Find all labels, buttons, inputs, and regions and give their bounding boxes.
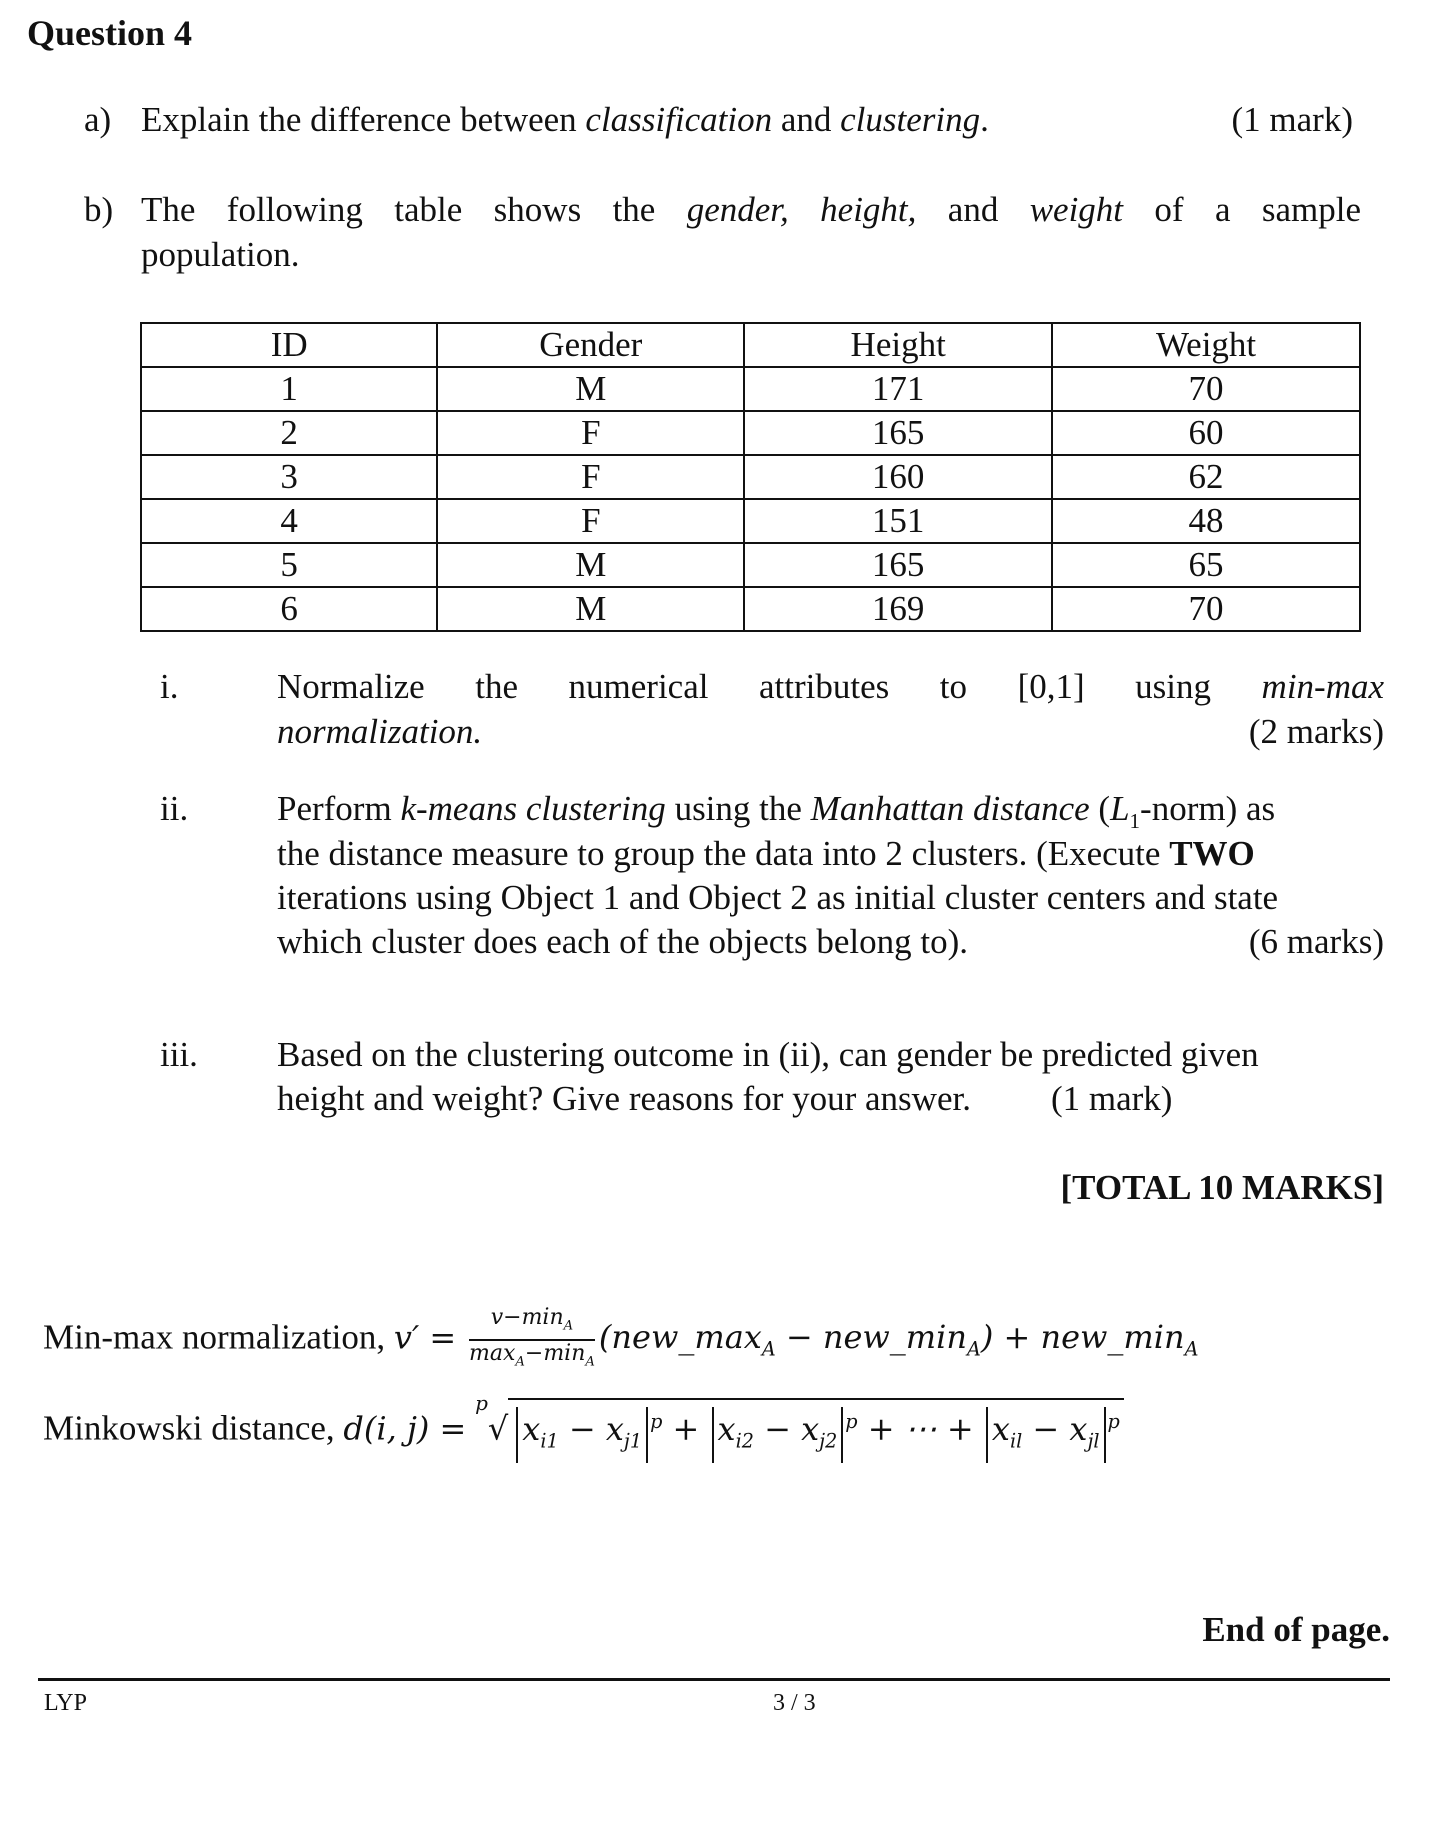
power: p bbox=[1107, 1410, 1120, 1433]
text: the distance measure to group the data into 2 clusters. (Execute bbox=[277, 834, 1170, 873]
sub-ii-line4 bbox=[277, 920, 1384, 964]
cell-height: 171 bbox=[744, 367, 1052, 411]
subscript: A bbox=[515, 1354, 525, 1370]
word: Normalize bbox=[277, 667, 425, 706]
text: Perform bbox=[277, 789, 401, 828]
table-row bbox=[141, 367, 1360, 411]
sub-i-line2 bbox=[277, 710, 1384, 754]
formula-rest bbox=[598, 1318, 1199, 1361]
part-b-label: b) bbox=[84, 190, 114, 229]
word: attributes bbox=[759, 667, 890, 706]
cell-weight: 62 bbox=[1052, 455, 1360, 499]
power: p bbox=[845, 1410, 858, 1433]
table-row bbox=[141, 455, 1360, 499]
formula-lhs: v′ = bbox=[393, 1318, 457, 1357]
cell-gender: F bbox=[437, 499, 744, 543]
subscript: A bbox=[585, 1354, 595, 1370]
text: x bbox=[717, 1409, 736, 1448]
cell-gender: M bbox=[437, 367, 744, 411]
text: x bbox=[605, 1409, 624, 1448]
data-table bbox=[140, 322, 1361, 632]
sub-i-label: i. bbox=[160, 667, 179, 706]
part-b-text-2: and bbox=[916, 190, 1030, 229]
cell-id: 6 bbox=[141, 587, 437, 631]
part-b-text-3: of a sample bbox=[1123, 190, 1362, 229]
fraction bbox=[469, 1305, 595, 1376]
word: [0,1] bbox=[1017, 667, 1085, 706]
denominator bbox=[469, 1341, 595, 1375]
subscript: A bbox=[761, 1337, 776, 1361]
text: + bbox=[672, 1409, 700, 1448]
cell-weight: 48 bbox=[1052, 499, 1360, 543]
formula-minmax bbox=[43, 1305, 1198, 1376]
term-min-max: min-max bbox=[1261, 667, 1385, 706]
subscript: i2 bbox=[735, 1429, 754, 1453]
cell-height: 165 bbox=[744, 543, 1052, 587]
radicand bbox=[508, 1398, 1124, 1463]
cell-gender: F bbox=[437, 455, 744, 499]
cell-gender: M bbox=[437, 543, 744, 587]
page-number: 3 / 3 bbox=[773, 1690, 816, 1716]
text: -norm) as bbox=[1140, 789, 1276, 828]
term-weight: weight bbox=[1029, 190, 1124, 229]
subscript: A bbox=[966, 1337, 981, 1361]
sub-iii-marks: (1 mark) bbox=[1050, 1079, 1173, 1118]
text: x bbox=[991, 1409, 1010, 1448]
part-b-line2: population. bbox=[141, 235, 300, 274]
subscript: A bbox=[1184, 1337, 1199, 1361]
numerator bbox=[469, 1305, 595, 1341]
term-height: height, bbox=[820, 190, 917, 229]
abs-term bbox=[712, 1407, 844, 1463]
table-row bbox=[141, 543, 1360, 587]
cell-height: 165 bbox=[744, 411, 1052, 455]
text: v−min bbox=[490, 1305, 564, 1330]
text: x bbox=[1069, 1409, 1088, 1448]
cell-height: 160 bbox=[744, 455, 1052, 499]
cell-weight: 65 bbox=[1052, 543, 1360, 587]
part-b-text-1: The following table shows the bbox=[141, 190, 687, 229]
radical-sign-icon: √ bbox=[487, 1409, 509, 1448]
sub-ii-line2 bbox=[277, 832, 1255, 876]
text: height and weight? Give reasons for your answer. bbox=[277, 1079, 971, 1118]
table-header-row bbox=[141, 323, 1360, 367]
abs-term bbox=[516, 1407, 648, 1463]
text: max bbox=[468, 1341, 516, 1367]
part-a-text-after: . bbox=[980, 100, 989, 139]
header-id: ID bbox=[141, 323, 437, 367]
word: using bbox=[1135, 667, 1212, 706]
root-index: p bbox=[475, 1391, 488, 1415]
subscript: A bbox=[563, 1318, 574, 1334]
sub-i-line1 bbox=[277, 665, 1384, 709]
question-title: Question 4 bbox=[27, 13, 193, 53]
formula-label: Minkowski distance, bbox=[43, 1408, 344, 1448]
subscript: j2 bbox=[819, 1429, 838, 1453]
text: (new_max bbox=[598, 1318, 762, 1357]
text: which cluster does each of the objects belong to). bbox=[277, 922, 969, 961]
sub-i-marks: (2 marks) bbox=[1248, 712, 1384, 751]
sub-iii-line2 bbox=[277, 1077, 1172, 1121]
end-of-page: End of page. bbox=[1202, 1610, 1390, 1649]
formula-label: Min-max normalization, bbox=[43, 1317, 394, 1357]
cell-id: 2 bbox=[141, 411, 437, 455]
header-weight: Weight bbox=[1052, 323, 1360, 367]
text: − new_min bbox=[775, 1318, 967, 1357]
total-marks: [TOTAL 10 MARKS] bbox=[1060, 1168, 1384, 1207]
formula-lhs: d(i, j) = bbox=[343, 1409, 467, 1448]
subscript: jl bbox=[1087, 1429, 1100, 1453]
text: ) + new_min bbox=[980, 1318, 1185, 1357]
term-normalization: normalization. bbox=[277, 712, 483, 751]
table-row bbox=[141, 587, 1360, 631]
cell-height: 151 bbox=[744, 499, 1052, 543]
word: to bbox=[939, 667, 968, 706]
part-a-marks: (1 mark) bbox=[1231, 100, 1353, 139]
table-row bbox=[141, 499, 1360, 543]
cell-weight: 60 bbox=[1052, 411, 1360, 455]
sub-ii-line3: iterations using Object 1 and Object 2 as initial cluster centers and state bbox=[277, 878, 1279, 917]
text: − bbox=[764, 1409, 791, 1448]
subscript: i1 bbox=[540, 1429, 559, 1453]
header-gender: Gender bbox=[437, 323, 744, 367]
word: numerical bbox=[568, 667, 709, 706]
term-gender: gender, bbox=[686, 190, 789, 229]
subscript: j1 bbox=[623, 1429, 643, 1453]
formula-minkowski bbox=[43, 1391, 1124, 1463]
cell-height: 169 bbox=[744, 587, 1052, 631]
header-height: Height bbox=[744, 323, 1052, 367]
table-row bbox=[141, 411, 1360, 455]
part-a-text bbox=[141, 98, 1353, 142]
footer-author: LYP bbox=[44, 1690, 87, 1716]
word: the bbox=[475, 667, 519, 706]
sub-ii-label: ii. bbox=[160, 789, 189, 828]
abs-term bbox=[986, 1407, 1106, 1463]
cell-weight: 70 bbox=[1052, 367, 1360, 411]
text: −min bbox=[524, 1341, 586, 1367]
cell-id: 5 bbox=[141, 543, 437, 587]
cell-id: 4 bbox=[141, 499, 437, 543]
term-l: L bbox=[1110, 789, 1130, 828]
cell-gender: F bbox=[437, 411, 744, 455]
subscript: 1 bbox=[1129, 809, 1141, 833]
text: − bbox=[1032, 1409, 1060, 1448]
term-clustering: clustering bbox=[840, 100, 981, 139]
text: ( bbox=[1089, 789, 1111, 828]
term-classification: classification bbox=[585, 100, 773, 139]
power: p bbox=[650, 1410, 663, 1433]
term-manhattan: Manhattan distance bbox=[810, 789, 1090, 828]
sub-iii-line1: Based on the clustering outcome in (ii), can gender be predicted given bbox=[277, 1035, 1259, 1074]
text: x bbox=[522, 1409, 541, 1448]
footer-divider bbox=[38, 1678, 1390, 1681]
part-a-label: a) bbox=[84, 100, 112, 139]
cell-id: 3 bbox=[141, 455, 437, 499]
part-a-text-mid: and bbox=[772, 100, 841, 139]
sub-iii-label: iii. bbox=[160, 1035, 198, 1074]
subscript: il bbox=[1009, 1429, 1023, 1453]
nth-root bbox=[475, 1391, 1124, 1463]
text: + ⋯ + bbox=[867, 1409, 974, 1448]
cell-weight: 70 bbox=[1052, 587, 1360, 631]
term-k-means: k-means clustering bbox=[400, 789, 666, 828]
term-two: TWO bbox=[1169, 834, 1255, 873]
part-a-text-before: Explain the difference between bbox=[141, 100, 586, 139]
part-b-line1 bbox=[141, 188, 1361, 232]
text: x bbox=[801, 1409, 820, 1448]
cell-id: 1 bbox=[141, 367, 437, 411]
sub-ii-marks: (6 marks) bbox=[1248, 922, 1384, 961]
cell-gender: M bbox=[437, 587, 744, 631]
text: − bbox=[568, 1409, 596, 1448]
text: using the bbox=[665, 789, 811, 828]
